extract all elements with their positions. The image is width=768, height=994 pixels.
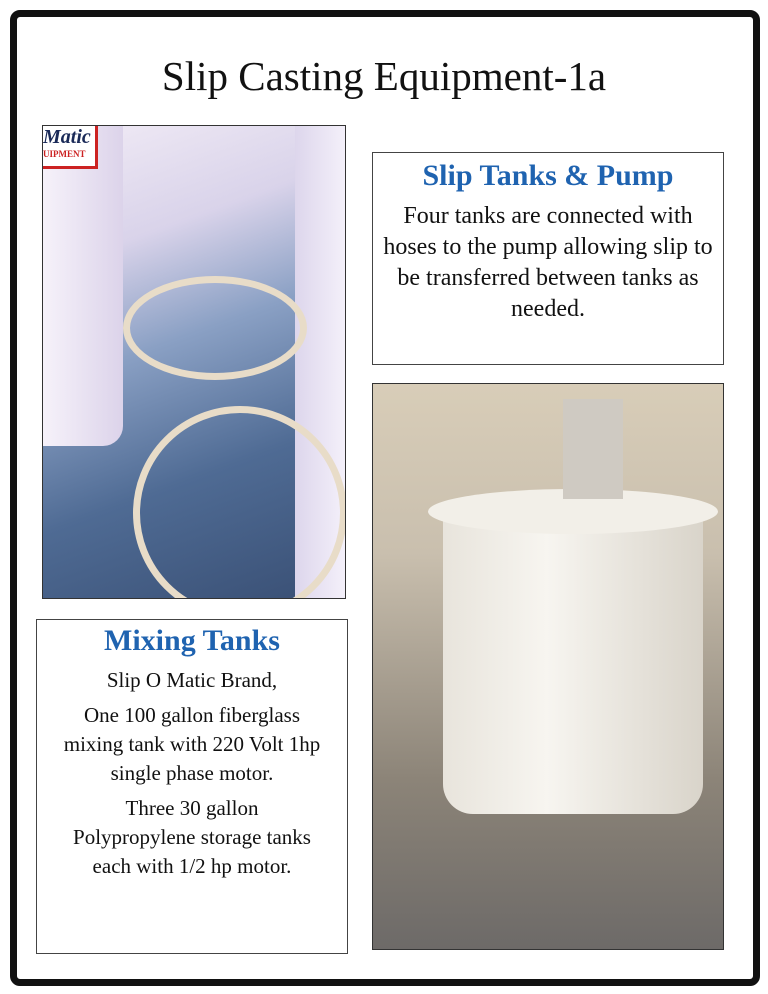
mixing-tanks-box <box>36 619 348 954</box>
motor <box>563 399 623 499</box>
tank-left <box>43 126 123 446</box>
hose <box>123 276 307 380</box>
slip-tanks-box <box>372 152 724 365</box>
slip-tanks-heading: Slip Tanks & Pump <box>422 159 674 192</box>
mixing-tank-photo <box>372 383 724 950</box>
logo <box>43 126 98 169</box>
mixing-tanks-brand: Slip O Matic Brand, <box>106 668 278 692</box>
pump-photo <box>42 125 346 599</box>
mixing-tanks-desc: One 100 gallon fiberglass mixing tank with 220 Volt 1hp single phase motor. <box>63 703 321 785</box>
slip-tanks-text: Four tanks are connected with hoses to the pump allowing slip to be transferred between tanks as needed. <box>383 203 713 322</box>
hose <box>133 406 346 599</box>
logo-subtext: UIPMENT <box>43 149 86 159</box>
mixing-tank <box>443 504 703 814</box>
storage-tanks-desc: Three 30 gallon Polypropylene storage tanks each with 1/2 hp motor. <box>73 796 311 878</box>
mixing-tanks-heading: Mixing Tanks <box>104 624 280 657</box>
logo-text: Matic <box>43 126 91 148</box>
page-title: Slip Casting Equipment-1a <box>161 53 607 99</box>
